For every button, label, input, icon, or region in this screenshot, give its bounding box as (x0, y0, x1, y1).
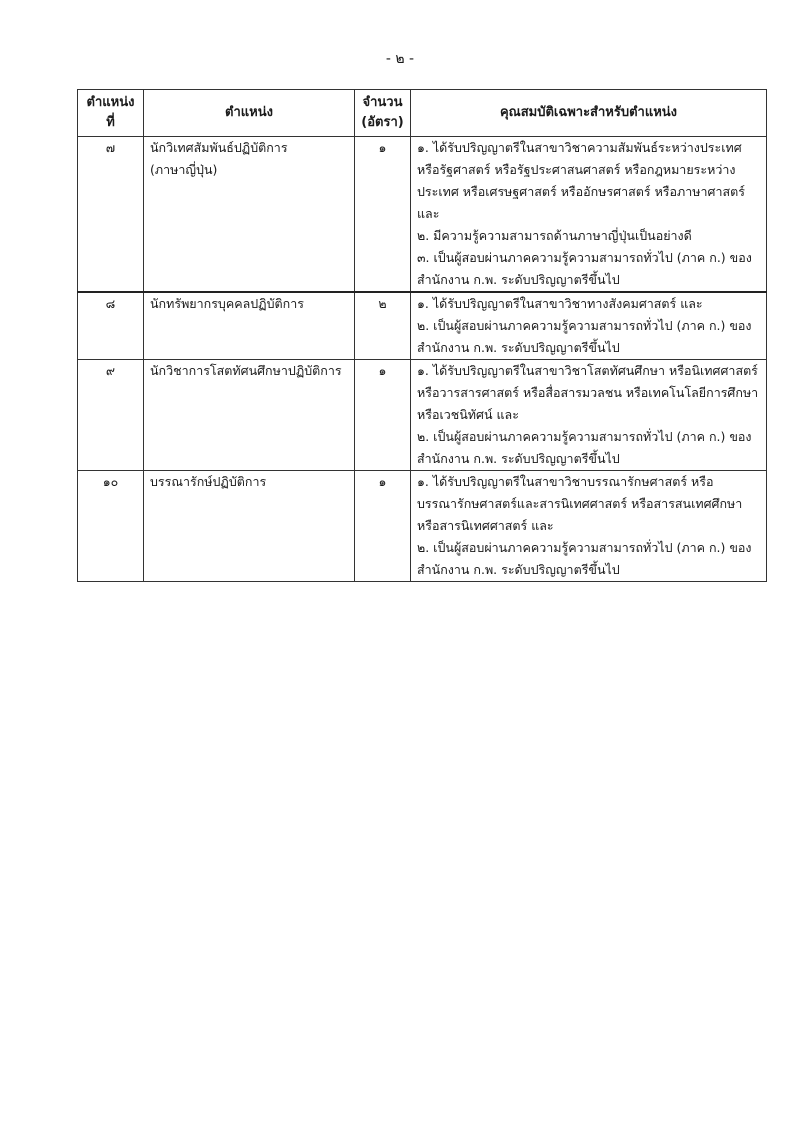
position-no: ๑๐ (78, 471, 144, 582)
positions-table (77, 89, 767, 582)
header-position-no: ตำแหน่งที่ (78, 90, 144, 137)
requirement-item: ๑. ได้รับปริญญาตรีในสาขาวิชาความสัมพันธ์ระหว่างประเทศ หรือรัฐศาสตร์ หรือรัฐประศาสนศาสตร์ หรือกฎหมายระหว่างประเทศ หรือเศรษฐศาสตร์ หรืออักษรศาสตร์ หรือภาษาศาสตร์ และ (417, 140, 745, 221)
position-count: ๒ (355, 292, 411, 360)
position-count: ๑ (355, 471, 411, 582)
position-title (144, 292, 355, 360)
position-title (144, 360, 355, 471)
position-count: ๑ (355, 360, 411, 471)
requirement-item: ๒. เป็นผู้สอบผ่านภาคความรู้ความสามารถทั่วไป (ภาค ก.) ของสำนักงาน ก.พ. ระดับปริญญาตรีขึ้นไป (417, 429, 752, 466)
table-header (78, 90, 767, 137)
requirement-item: ๑. ได้รับปริญญาตรีในสาขาวิชาโสตทัศนศึกษา หรือนิเทศศาสตร์ หรือวารสารศาสตร์ หรือสื่อสารมวลชน หรือเทคโนโลยีการศึกษา หรือเวชนิทัศน์ และ (417, 363, 759, 422)
position-title-line: บรรณารักษ์ปฏิบัติการ (150, 474, 267, 489)
position-title (144, 471, 355, 582)
header-count-line1: จำนวน (362, 95, 403, 110)
table-row (78, 471, 767, 582)
header-requirements: คุณสมบัติเฉพาะสำหรับตำแหน่ง (411, 90, 767, 137)
position-requirements (411, 292, 767, 360)
requirement-item: ๑. ได้รับปริญญาตรีในสาขาวิชาทางสังคมศาสตร์ และ (417, 296, 703, 311)
position-no: ๙ (78, 360, 144, 471)
position-requirements (411, 137, 767, 293)
table-row (78, 137, 767, 293)
position-title-line: นักวิเทศสัมพันธ์ปฏิบัติการ (150, 140, 288, 155)
requirement-item: ๓. เป็นผู้สอบผ่านภาคความรู้ความสามารถทั่วไป (ภาค ก.) ของสำนักงาน ก.พ. ระดับปริญญาตรีขึ้นไป (417, 250, 752, 287)
requirement-item: ๒. มีความรู้ความสามารถด้านภาษาญี่ปุ่นเป็นอย่างดี (417, 228, 692, 243)
position-title (144, 137, 355, 293)
header-position-title: ตำแหน่ง (144, 90, 355, 137)
position-requirements (411, 471, 767, 582)
position-no: ๘ (78, 292, 144, 360)
position-title-line: นักทรัพยากรบุคคลปฏิบัติการ (150, 296, 304, 311)
header-count-line2: (อัตรา) (361, 115, 404, 130)
requirement-item: ๑. ได้รับปริญญาตรีในสาขาวิชาบรรณารักษศาสตร์ หรือบรรณารักษศาสตร์และสารนิเทศศาสตร์ หรือสารสนเทศศึกษา หรือสารนิเทศศาสตร์ และ (417, 474, 743, 533)
position-no: ๗ (78, 137, 144, 293)
table-row (78, 292, 767, 360)
position-title-line: นักวิชาการโสตทัศนศึกษาปฏิบัติการ (150, 363, 342, 378)
page-number: - ๒ - (385, 51, 415, 67)
position-count: ๑ (355, 137, 411, 293)
requirement-item: ๒. เป็นผู้สอบผ่านภาคความรู้ความสามารถทั่วไป (ภาค ก.) ของสำนักงาน ก.พ. ระดับปริญญาตรีขึ้นไป (417, 318, 752, 355)
position-title-line: (ภาษาญี่ปุ่น) (150, 162, 218, 177)
table-row (78, 360, 767, 471)
position-requirements (411, 360, 767, 471)
requirement-item: ๒. เป็นผู้สอบผ่านภาคความรู้ความสามารถทั่วไป (ภาค ก.) ของสำนักงาน ก.พ. ระดับปริญญาตรีขึ้นไป (417, 540, 752, 577)
header-count (355, 90, 411, 137)
